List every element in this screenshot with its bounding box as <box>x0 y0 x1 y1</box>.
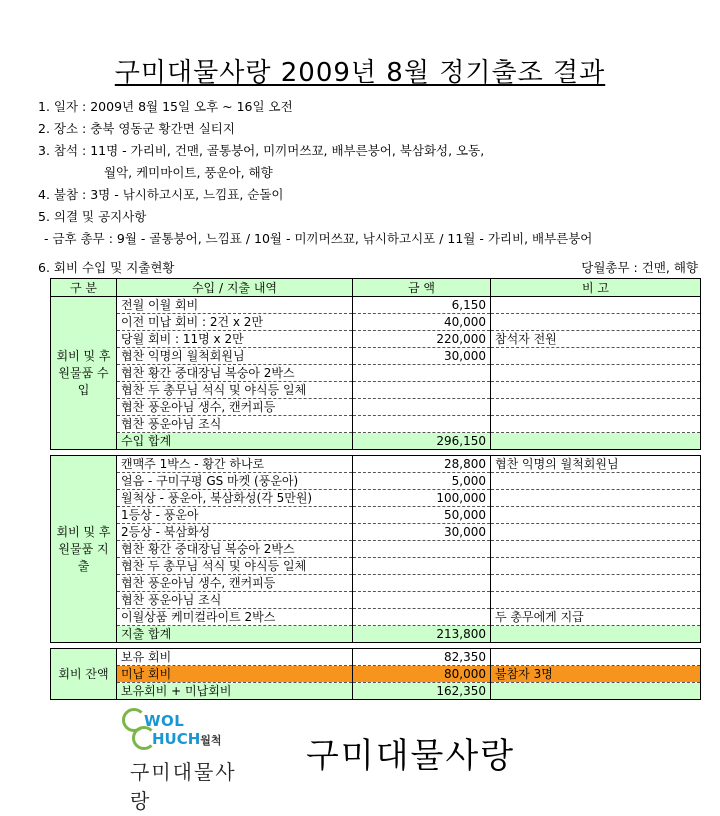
row-amount <box>353 558 491 575</box>
table-row <box>51 331 701 348</box>
table-row <box>51 416 701 433</box>
income-category: 회비 및 후원물품 수입 <box>51 297 117 450</box>
table-row <box>51 473 701 490</box>
balance-category: 회비 잔액 <box>51 649 117 700</box>
info-attendees: 3. 참석 : 11명 - 가리비, 건맨, 골통붕어, 미끼머쓰꾜, 배부른붕어, 북삼화성, 오동, <box>38 143 485 158</box>
row-amount <box>353 416 491 433</box>
table-row <box>51 348 701 365</box>
row-description: 2등상 - 북삼화성 <box>117 524 353 541</box>
table-row <box>51 382 701 399</box>
row-description: 보유 회비 <box>117 649 353 666</box>
row-amount: 82,350 <box>353 649 491 666</box>
table-row <box>51 297 701 314</box>
row-amount: 162,350 <box>353 683 491 700</box>
row-description: 협찬 익명의 월척회원님 <box>117 348 353 365</box>
row-note <box>491 524 701 541</box>
table-row <box>51 490 701 507</box>
table-row <box>51 399 701 416</box>
row-description: 이전 미납 회비 : 2건 x 2만 <box>117 314 353 331</box>
finance-table <box>50 278 701 700</box>
row-note <box>491 297 701 314</box>
row-note <box>491 626 701 643</box>
row-amount <box>353 609 491 626</box>
info-notices: - 금후 총무 : 9월 - 골통붕어, 느낌표 / 10월 - 미끼머쓰꾜, 낚시하고시포 / 11월 - 가리비, 배부른붕어 <box>44 231 593 246</box>
logo-text-1: WOL <box>144 712 185 730</box>
row-description: 협찬 황간 중대장님 복숭아 2박스 <box>117 365 353 382</box>
row-amount <box>353 399 491 416</box>
row-note <box>491 683 701 700</box>
logo-text-2: HUCH월척 <box>152 730 222 748</box>
row-amount <box>353 592 491 609</box>
row-note <box>491 507 701 524</box>
row-description: 미납 회비 <box>117 666 353 683</box>
row-note <box>491 348 701 365</box>
info-section <box>38 96 698 250</box>
info-date: 1. 일자 : 2009년 8월 15일 오후 ~ 16일 오전 <box>38 99 293 114</box>
table-row <box>51 683 701 700</box>
table-row <box>51 433 701 450</box>
row-note <box>491 473 701 490</box>
table-row <box>51 558 701 575</box>
row-note <box>491 592 701 609</box>
table-row <box>51 541 701 558</box>
row-amount: 30,000 <box>353 348 491 365</box>
row-note <box>491 575 701 592</box>
table-row <box>51 456 701 473</box>
row-description: 당월 회비 : 11명 x 2만 <box>117 331 353 348</box>
row-note: 협찬 익명의 월척회원님 <box>491 456 701 473</box>
row-note <box>491 490 701 507</box>
row-note <box>491 558 701 575</box>
row-note <box>491 416 701 433</box>
row-amount: 50,000 <box>353 507 491 524</box>
table-row <box>51 626 701 643</box>
row-note: 불참자 3명 <box>491 666 701 683</box>
row-amount <box>353 365 491 382</box>
logo-text-3: 구미대물사랑 <box>130 760 237 813</box>
row-amount: 220,000 <box>353 331 491 348</box>
info-absentees: 4. 불참 : 3명 - 낚시하고시포, 느낌표, 순돌이 <box>38 187 284 202</box>
row-amount: 28,800 <box>353 456 491 473</box>
row-amount: 80,000 <box>353 666 491 683</box>
row-amount <box>353 382 491 399</box>
info-place: 2. 장소 : 충북 영동군 황간면 실티지 <box>38 121 235 136</box>
row-note <box>491 649 701 666</box>
row-description: 협찬 풍운아님 조식 <box>117 592 353 609</box>
header-amount: 금 액 <box>353 279 491 297</box>
row-description: 캔맥주 1박스 - 황간 하나로 <box>117 456 353 473</box>
row-description: 협찬 풍운아님 조식 <box>117 416 353 433</box>
row-description: 수입 합계 <box>117 433 353 450</box>
table-row <box>51 314 701 331</box>
row-amount: 5,000 <box>353 473 491 490</box>
header-note: 비 고 <box>491 279 701 297</box>
row-description: 협찬 풍운아님 생수, 캔커피등 <box>117 399 353 416</box>
row-description: 협찬 두 총무님 석식 및 야식등 일체 <box>117 382 353 399</box>
club-logo <box>128 712 248 813</box>
row-note: 두 총무에게 지급 <box>491 609 701 626</box>
row-amount: 100,000 <box>353 490 491 507</box>
table-header-row <box>51 279 701 297</box>
finance-heading <box>38 258 698 278</box>
row-description: 보유회비 + 미납회비 <box>117 683 353 700</box>
table-row <box>51 575 701 592</box>
table-row <box>51 609 701 626</box>
row-amount: 40,000 <box>353 314 491 331</box>
info-attendees-cont: 월악, 케미마이트, 풍운아, 해향 <box>104 165 273 180</box>
row-amount: 213,800 <box>353 626 491 643</box>
row-description: 전월 이월 회비 <box>117 297 353 314</box>
info-notices-title: 5. 의결 및 공지사항 <box>38 209 147 224</box>
table-row <box>51 649 701 666</box>
row-description: 1등상 - 풍운아 <box>117 507 353 524</box>
row-description: 협찬 황간 중대장님 복숭아 2박스 <box>117 541 353 558</box>
row-amount <box>353 541 491 558</box>
table-row <box>51 524 701 541</box>
row-note <box>491 382 701 399</box>
row-note <box>491 314 701 331</box>
row-note <box>491 399 701 416</box>
monthly-managers: 당월총무 : 건맨, 해향 <box>581 260 698 275</box>
row-description: 월척상 - 풍운아, 북삼화성(각 5만원) <box>117 490 353 507</box>
row-note <box>491 365 701 382</box>
row-note: 참석자 전원 <box>491 331 701 348</box>
row-amount: 6,150 <box>353 297 491 314</box>
row-description: 협찬 두 총무님 석식 및 야식등 일체 <box>117 558 353 575</box>
row-note <box>491 541 701 558</box>
row-amount <box>353 575 491 592</box>
page-title: 구미대물사랑 2009년 8월 정기출조 결과 <box>114 58 606 88</box>
row-amount: 30,000 <box>353 524 491 541</box>
row-note <box>491 433 701 450</box>
table-row <box>51 507 701 524</box>
table-row <box>51 666 701 683</box>
finance-title: 6. 회비 수입 및 지출현황 <box>38 260 175 275</box>
header-description: 수입 / 지출 내역 <box>117 279 353 297</box>
row-amount: 296,150 <box>353 433 491 450</box>
header-category: 구 분 <box>51 279 117 297</box>
row-description: 얼음 - 구미구평 GS 마켓 (풍운아) <box>117 473 353 490</box>
table-row <box>51 592 701 609</box>
table-row <box>51 365 701 382</box>
row-description: 지출 합계 <box>117 626 353 643</box>
expense-category: 회비 및 후원물품 지출 <box>51 456 117 643</box>
footer-club-name: 구미대물사랑 <box>306 736 516 776</box>
row-description: 협찬 풍운아님 생수, 캔커피등 <box>117 575 353 592</box>
row-description: 이월상품 케미컬라이트 2박스 <box>117 609 353 626</box>
